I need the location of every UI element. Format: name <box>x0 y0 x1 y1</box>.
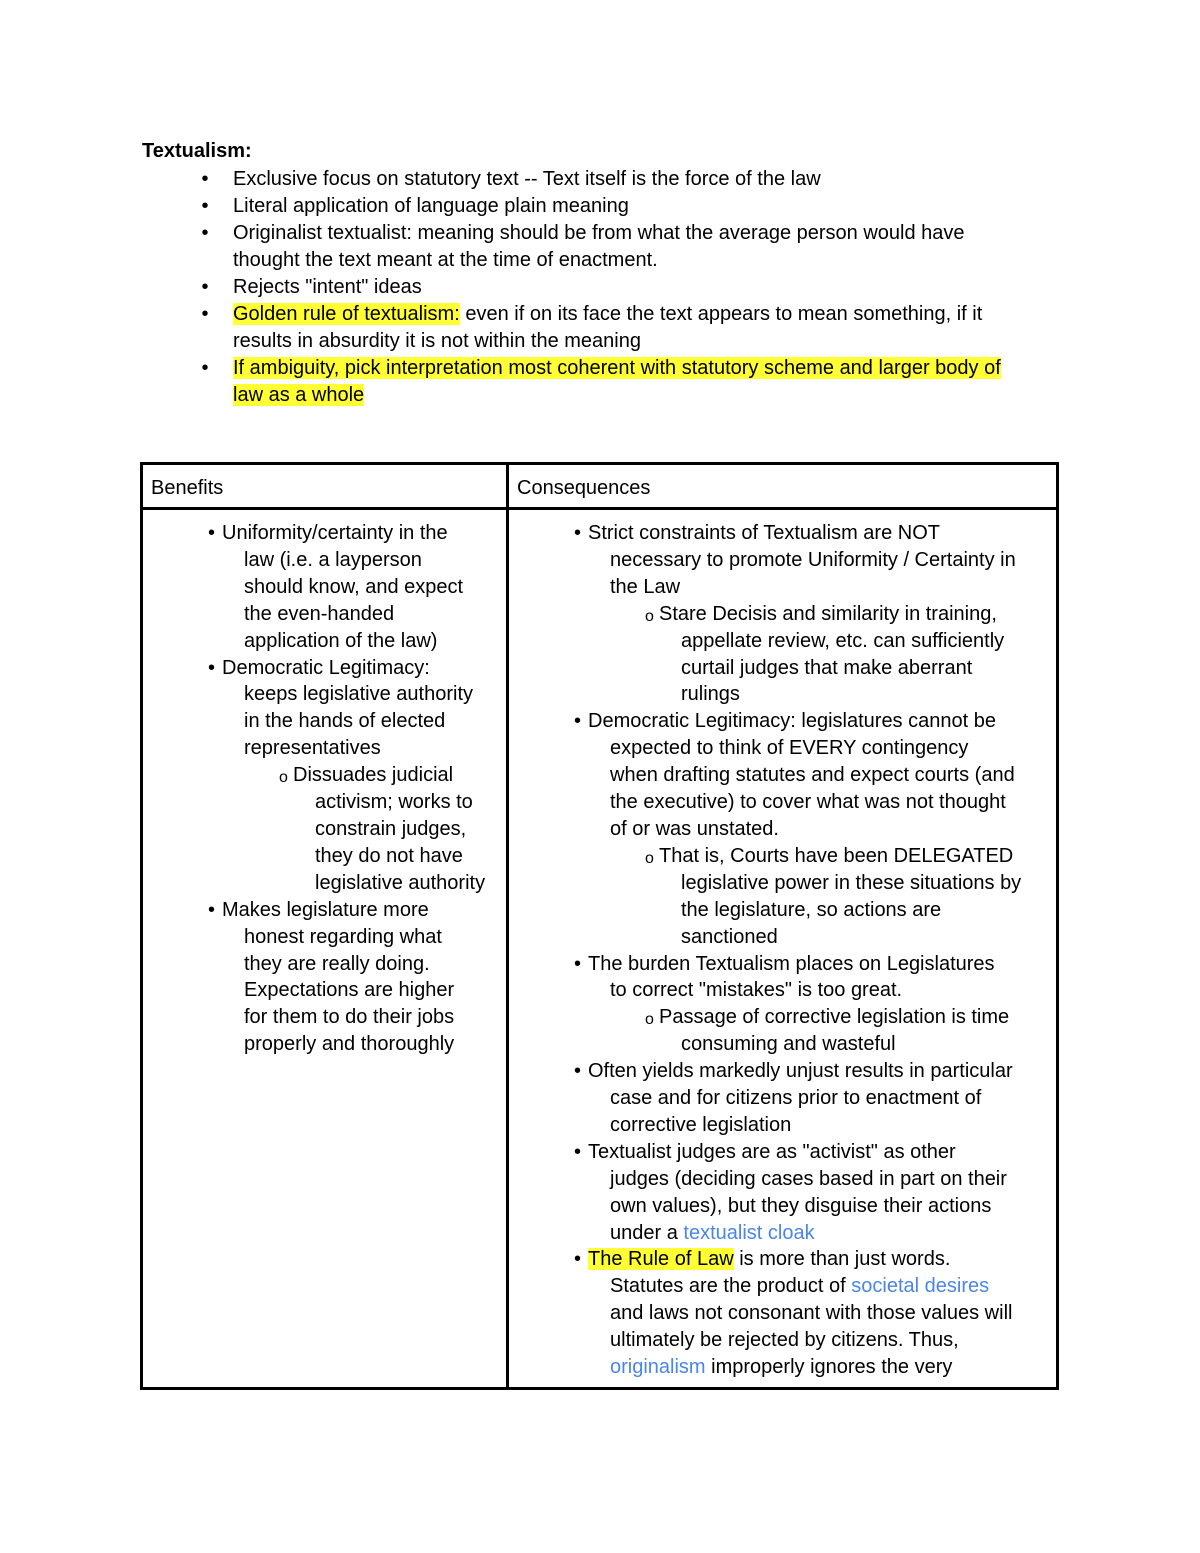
originalism-link[interactable]: originalism <box>610 1356 706 1379</box>
list-item <box>143 655 506 763</box>
line: legislative power in these situations by <box>681 871 1022 894</box>
bullet-icon: • <box>201 222 209 244</box>
list-item <box>509 1058 1056 1139</box>
bullet-icon: • <box>201 168 209 190</box>
line: Passage of corrective legislation is time <box>659 1006 1010 1029</box>
line: Democratic Legitimacy: <box>222 656 430 679</box>
line: judges (deciding cases based in part on their <box>610 1167 1007 1190</box>
list-item-text: Exclusive focus on statutory text -- Text itself is the force of the law <box>233 168 821 190</box>
line-text: improperly ignores the very <box>705 1356 953 1379</box>
bullet-icon: • <box>201 303 209 325</box>
line-text: Statutes are the product of <box>610 1275 852 1298</box>
line: That is, Courts have been DELEGATED <box>659 844 1014 867</box>
bullet-icon: • <box>208 898 216 921</box>
line-text: under a <box>610 1221 684 1244</box>
line: the legislature, so actions are <box>681 898 942 921</box>
list-item <box>143 520 506 655</box>
line: corrective legislation <box>610 1113 792 1136</box>
bullet-icon: • <box>201 357 209 379</box>
bullet-icon: • <box>208 522 216 544</box>
line: Uniformity/certainty in the <box>222 522 448 544</box>
sub-list-item <box>143 762 506 897</box>
list-item-continuation <box>198 247 1078 274</box>
line: appellate review, etc. can sufficiently <box>681 629 1005 652</box>
bullet-icon: • <box>574 1140 582 1163</box>
list-item <box>509 708 1056 843</box>
list-item <box>198 193 1078 220</box>
page-title: Textualism: <box>142 140 252 162</box>
list-item <box>198 355 1078 382</box>
list-item <box>509 520 1056 601</box>
societal-desires-link[interactable]: societal desires <box>851 1275 990 1298</box>
bullet-icon: • <box>201 276 209 298</box>
line: the even-handed <box>244 602 395 625</box>
line: for them to do their jobs <box>244 1006 455 1029</box>
line <box>610 1354 1056 1381</box>
highlighted-text: law as a whole <box>233 384 365 406</box>
line: when drafting statutes and expect courts (and <box>610 764 1015 787</box>
top-bullet-list <box>198 166 1078 409</box>
sub-list-item <box>509 601 1056 709</box>
line <box>610 1273 1056 1300</box>
textualist-cloak-link[interactable]: textualist cloak <box>683 1221 815 1244</box>
highlighted-text: If ambiguity, pick interpretation most coherent with statutory scheme and larger body of <box>233 357 1001 379</box>
line: constrain judges, <box>315 817 467 840</box>
line: Makes legislature more <box>222 898 429 921</box>
header-consequences: Consequences <box>508 464 1058 509</box>
line: application of the law) <box>244 629 438 652</box>
line: ultimately be rejected by citizens. Thus, <box>610 1329 959 1352</box>
line: keeps legislative authority <box>244 683 474 706</box>
list-item-text: results in absurdity it is not within the meaning <box>233 330 641 352</box>
highlighted-text: Golden rule of textualism: <box>233 303 460 325</box>
line: activism; works to <box>315 791 473 814</box>
list-item <box>198 301 1078 328</box>
list-item-text: Originalist textualist: meaning should be from what the average person would have <box>233 222 965 244</box>
list-item <box>143 897 506 1058</box>
list-item-text: Literal application of language plain meaning <box>233 195 629 217</box>
bullet-icon: • <box>574 1060 582 1083</box>
header-benefits: Benefits <box>142 464 508 509</box>
line: The burden Textualism places on Legislatures <box>588 952 995 975</box>
benefits-consequences-table <box>140 462 1059 1390</box>
line: necessary to promote Uniformity / Certainty in <box>610 548 1016 571</box>
line: Expectations are higher <box>244 979 455 1002</box>
line: case and for citizens prior to enactment of <box>610 1087 982 1110</box>
line: curtail judges that make aberrant <box>681 656 973 679</box>
line: Stare Decisis and similarity in training, <box>659 602 997 625</box>
bullet-icon: • <box>574 1248 582 1271</box>
list-item-text: even if on its face the text appears to mean something, if it <box>459 303 983 325</box>
line: Textualist judges are as "activist" as other <box>588 1140 956 1163</box>
line: to correct "mistakes" is too great. <box>610 979 903 1002</box>
line: Democratic Legitimacy: legislatures cannot be <box>588 710 996 733</box>
line: legislative authority <box>315 871 486 894</box>
bullet-icon: • <box>201 195 209 217</box>
line: and laws not consonant with those values will <box>610 1302 1013 1325</box>
line: should know, and expect <box>244 575 464 598</box>
line: in the hands of elected <box>244 710 446 733</box>
list-item <box>198 220 1078 247</box>
bullet-icon: • <box>208 656 216 679</box>
line: rulings <box>681 683 740 706</box>
list-item <box>198 166 1078 193</box>
line: they are really doing. <box>244 952 430 975</box>
line: Strict constraints of Textualism are NOT <box>588 522 940 544</box>
table-row <box>142 509 1058 1389</box>
line: they do not have <box>315 844 463 867</box>
sub-list-item <box>509 1004 1056 1058</box>
list-item-continuation <box>198 328 1078 355</box>
line-text: is more than just words. <box>733 1248 951 1271</box>
line: honest regarding what <box>244 925 442 948</box>
bullet-icon: • <box>574 952 582 975</box>
line: law (i.e. a layperson <box>244 548 422 571</box>
line: Often yields markedly unjust results in particular <box>588 1060 1013 1083</box>
list-item <box>509 1246 1056 1381</box>
line: representatives <box>244 737 381 760</box>
circle-bullet-icon: o <box>645 1011 654 1029</box>
list-item-text: Rejects "intent" ideas <box>233 276 422 298</box>
bullet-icon: • <box>574 710 582 733</box>
highlighted-text: The Rule of Law <box>588 1248 734 1271</box>
list-item-text: thought the text meant at the time of enactment. <box>233 249 658 271</box>
line: the Law <box>610 575 681 598</box>
circle-bullet-icon: o <box>279 769 288 787</box>
line: the executive) to cover what was not thought <box>610 791 1006 814</box>
consequences-cell <box>508 509 1058 1389</box>
line: of or was unstated. <box>610 817 779 840</box>
list-item-continuation <box>198 382 1078 409</box>
line: own values), but they disguise their actions <box>610 1194 992 1217</box>
list-item <box>509 951 1056 1005</box>
line <box>588 1246 1056 1273</box>
circle-bullet-icon: o <box>645 607 654 625</box>
line: properly and thoroughly <box>244 1033 455 1056</box>
line: Dissuades judicial <box>293 764 454 787</box>
list-item <box>198 274 1078 301</box>
table-header-row <box>142 464 1058 509</box>
benefits-cell <box>142 509 508 1389</box>
circle-bullet-icon: o <box>645 849 654 867</box>
bullet-icon: • <box>574 522 582 544</box>
list-item <box>509 1139 1056 1247</box>
line: sanctioned <box>681 925 778 948</box>
line: expected to think of EVERY contingency <box>610 737 969 760</box>
line: consuming and wasteful <box>681 1033 896 1056</box>
sub-list-item <box>509 843 1056 951</box>
line <box>610 1220 1056 1247</box>
